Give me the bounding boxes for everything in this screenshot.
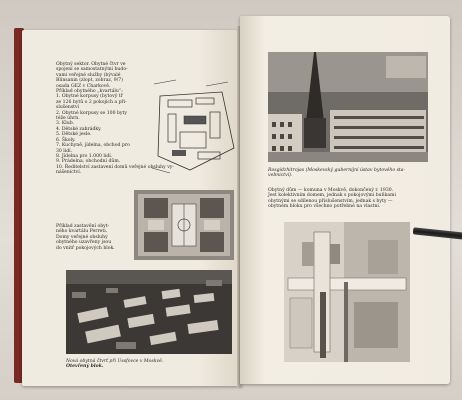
text-line: do vnitř pokojových blok. <box>56 245 115 251</box>
left-page <box>22 30 242 386</box>
right-top-caption <box>268 168 405 179</box>
text-line: 6. Školy. <box>56 137 76 143</box>
text-line: 2. Obytné korpusy se 100 byty <box>56 110 127 116</box>
caption-line: Otevřený blok. <box>66 364 104 370</box>
text-line: Obytný dům — komuna v Moskvě, dokončený r. 1930. <box>268 188 394 193</box>
text-line: 8. Jídelna pro 1.000 lidí. <box>56 153 113 159</box>
right-page <box>240 16 450 384</box>
text-line: vami veřejné služby (bývalé <box>56 72 121 78</box>
text-line: Příklad zastavění obyt- <box>56 224 110 229</box>
building-model-photo <box>284 222 410 362</box>
text-line: slušenství <box>56 105 80 111</box>
text-line: nášenictví. <box>56 170 82 176</box>
text-line: 7. Kuchyně, jídelna, obchod pro <box>56 143 130 149</box>
text-line: obytného uzavřeny jsou <box>56 240 112 246</box>
text-line: 4. Dětské zahrádky. <box>56 126 102 132</box>
site-plan-drawing <box>150 78 236 174</box>
text-line: Blinsanin (zlopt, zobraz, 9/7) <box>56 78 123 84</box>
left-photo-caption <box>66 359 163 370</box>
text-line: obytnými se sdílenou příslušenstvím, jednak s byty — <box>268 198 393 204</box>
open-book <box>18 16 450 388</box>
text-line: téže úhrn. <box>56 116 80 122</box>
text-line: 30 lidí. <box>56 148 73 154</box>
left-top-text <box>56 62 174 176</box>
caption-line: Nová obytná čtvrť při Ussfovce v Moskvě. <box>66 359 164 364</box>
text-line: ze 126 bytů o 2 pokojích a při- <box>56 99 127 105</box>
text-line: Obytný sektor. Obytné čtvr ve <box>56 62 126 67</box>
block-plan-drawing <box>134 190 234 260</box>
text-line: Jest kolektivním domem, jednak s pokojovými buňkami <box>268 193 396 199</box>
text-line: 10. Ředitelství zastavení domů veřejné obsluhy vy- <box>56 164 174 170</box>
text-line: Domy veřejné obsluhy <box>56 234 108 240</box>
text-line: 9. Prádelna, obchodní dům. <box>56 159 121 165</box>
text-line: 5. Dětské jesle. <box>56 132 92 138</box>
text-line: 3. Klub. <box>56 121 75 127</box>
text-line: 1. Obytné korpusy (bytový tř <box>56 94 123 100</box>
text-line: spojení se samostatnými budo- <box>56 67 128 73</box>
text-line: ného kvartálu Perreti. <box>56 229 108 235</box>
tower-building-photo <box>268 52 428 162</box>
text-line: obytném bloku pro všechno potřebné na vlastní. <box>268 204 381 210</box>
text-line: Příklad obytného „kvartálu“: <box>56 89 123 95</box>
left-mid-text <box>56 224 132 251</box>
caption-line: Rosgidzhitrojas (Moskevský gubernijní ústav bytového sta- <box>268 168 406 173</box>
caption-line: vebnictví). <box>268 173 293 179</box>
right-mid-text <box>268 188 396 210</box>
aerial-photo <box>66 270 232 354</box>
text-line: osada GEZ v Charkově. <box>56 83 111 89</box>
